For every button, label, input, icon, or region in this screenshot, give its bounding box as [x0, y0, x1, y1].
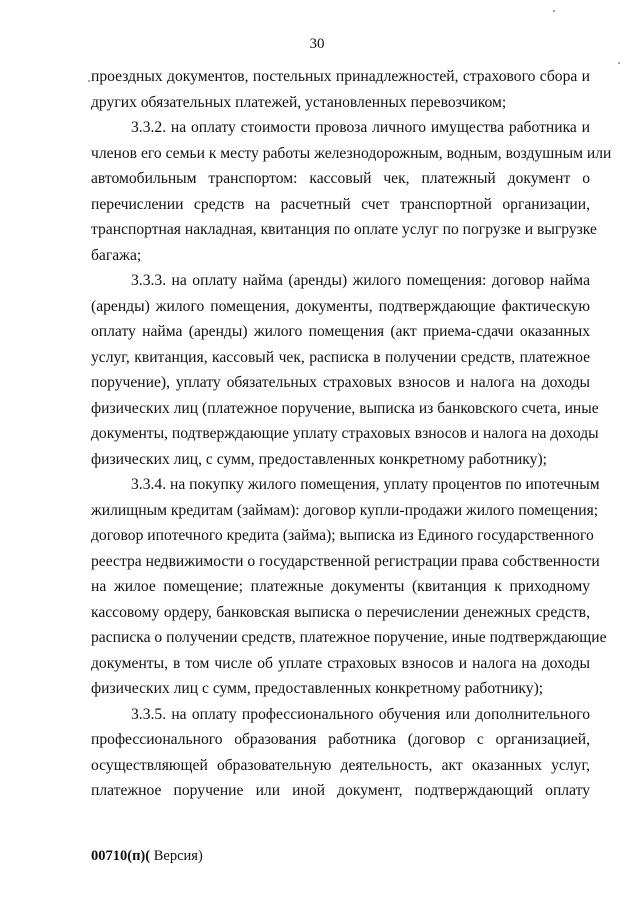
document-body [91, 64, 612, 804]
text-line: 3.3.3. на оплату найма (аренды) жилого помещения: договор найма [131, 272, 590, 289]
paragraph-3-3-3 [91, 268, 599, 472]
paragraph-3-3-5 [91, 702, 590, 804]
document-version: Версия) [150, 848, 203, 864]
text-line: 3.3.2. на оплату стоимости провоза личного имущества работника и [131, 119, 590, 136]
text-line: поручение), уплату обязательных страховых взносов и налога на доходы [91, 374, 590, 391]
text-line: документы, подтверждающие уплату страховых взносов и налога на доходы [91, 425, 599, 442]
text-line: расписка о получении средств, платежное поручение, иные подтверждающие [91, 629, 607, 646]
scan-speck [553, 10, 555, 12]
text-line: договор ипотечного кредита (займа); выписка из Единого государственного [91, 527, 594, 544]
text-line: багажа; [91, 246, 142, 264]
text-line: реестра недвижимости о государственной регистрации права собственности [91, 552, 600, 570]
document-code: 00710(п)( [91, 848, 151, 864]
text-line: 3.3.4. на покупку жилого помещения, уплату процентов по ипотечным [131, 476, 600, 493]
scan-speck [618, 62, 620, 64]
text-line: физических лиц (платежное поручение, выписка из банковского счета, иные [91, 399, 599, 417]
text-line: физических лиц, с сумм, предоставленных конкретному работнику); [91, 450, 547, 468]
page-number: 30 [309, 36, 325, 52]
text-line: проездных документов, постельных принадлежностей, страхового сбора и [91, 68, 590, 85]
text-line: транспортная накладная, квитанция по оплате услуг по погрузке и выгрузке [91, 221, 597, 238]
text-line: оплату найма (аренды) жилого помещения (акт приема-сдачи оказанных [91, 323, 590, 340]
text-line: услуг, квитанция, кассовый чек, расписка в получении средств, платежное [91, 348, 590, 366]
text-line: (аренды) жилого помещения, документы, подтверждающие фактическую [91, 297, 590, 315]
paragraph-3-3-2 [91, 115, 612, 268]
document-code-footer [91, 848, 203, 865]
text-line: других обязательных платежей, установленных перевозчиком; [91, 93, 507, 111]
text-line: физических лиц с сумм, предоставленных конкретному работнику); [91, 680, 544, 697]
text-line: 3.3.5. на оплату профессионального обучения или дополнительного [131, 705, 590, 723]
text-line: жилищным кредитам (займам): договор купли-продажи жилого помещения; [91, 501, 599, 519]
text-line: платежное поручение или иной документ, подтверждающий оплату [91, 782, 590, 799]
text-line: перечислении средств на расчетный счет транспортной организации, [91, 195, 590, 213]
paragraph-continuation [91, 64, 590, 115]
text-line: кассовому ордеру, банковская выписка о перечислении денежных средств, [91, 603, 590, 621]
text-line: автомобильным транспортом: кассовый чек, платежный документ о [91, 170, 590, 187]
text-line: профессионального образования работника (договор с организацией, [91, 731, 590, 748]
scan-speck [88, 80, 90, 82]
text-line: членов его семьи к месту работы железнодорожным, водным, воздушным или [91, 144, 612, 162]
paragraph-3-3-4 [91, 472, 607, 702]
text-line: на жилое помещение; платежные документы (квитанция к приходному [91, 578, 590, 595]
text-line: документы, в том числе об уплате страховых взносов и налога на доходы [91, 654, 590, 672]
text-line: осуществляющей образовательную деятельность, акт оказанных услуг, [91, 756, 590, 774]
